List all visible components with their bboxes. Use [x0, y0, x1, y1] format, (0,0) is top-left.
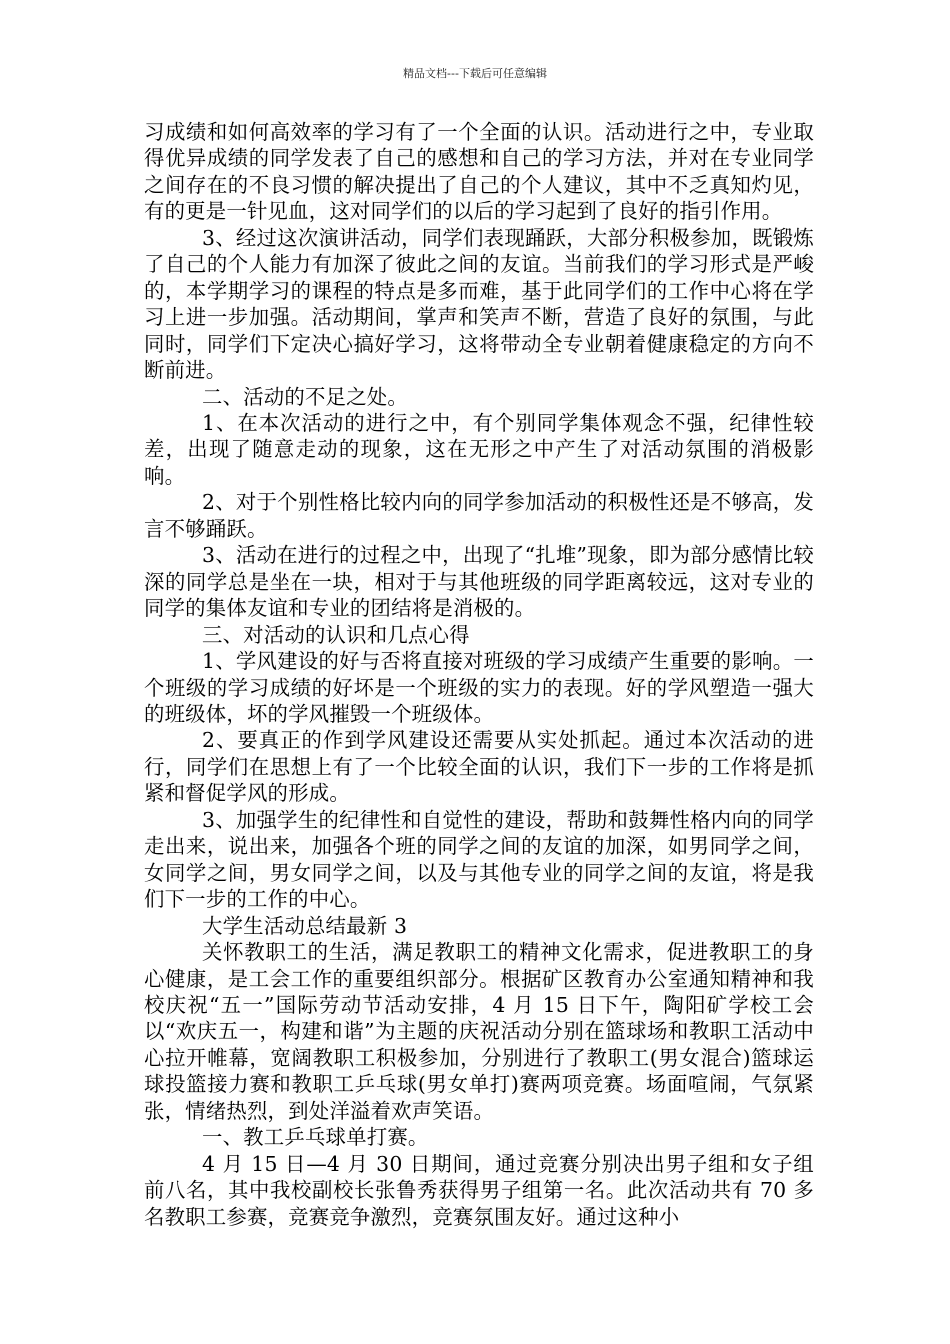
section-heading: 三、对活动的认识和几点心得 — [202, 622, 470, 647]
article-title: 大学生活动总结最新 3 — [202, 913, 408, 938]
paragraph: 4 月 15 日—4 月 30 日期间，通过竞赛分别决出男子组和女子组前八名，其中我校副校长张鲁秀获得男子组第一名。此次活动共有 70 多名教职工参赛，竞赛竞争激烈，竞赛氛围友好。通过这种小 — [144, 1151, 814, 1229]
paragraph: 2、要真正的作到学风建设还需要从实处抓起。通过本次活动的进行，同学们在思想上有了一个比较全面的认识，我们下一步的工作将是抓紧和督促学风的形成。 — [144, 728, 814, 806]
paragraph: 1、学风建设的好与否将直接对班级的学习成绩产生重要的影响。一个班级的学习成绩的好坏是一个班级的实力的表现。好的学风塑造一强大的班级体，坏的学风摧毁一个班级体。 — [144, 649, 814, 726]
paragraph: 习成绩和如何高效率的学习有了一个全面的认识。活动进行之中，专业取得优异成绩的同学发表了自己的感想和自己的学习方法，并对在专业同学之间存在的不良习惯的解决提出了自己的个人建议，其中不乏真知灼见，有的更是一针见血，这对同学们的以后的学习起到了良好的指引作用。 — [144, 120, 814, 224]
section-heading: 一、教工乒乓球单打赛。 — [202, 1125, 429, 1150]
document-body — [144, 119, 814, 1230]
paragraph: 2、对于个别性格比较内向的同学参加活动的积极性还是不够高，发言不够踊跃。 — [144, 490, 814, 541]
paragraph: 关怀教职工的生活，满足教职工的精神文化需求，促进教职工的身心健康，是工会工作的重要组织部分。根据矿区教育办公室通知精神和我校庆祝“五一”国际劳动节活动安排，4 月 15 日下午，陶阳矿学校工会以“欢庆五一，构建和谐”为主题的庆祝活动分别在篮球场和教职工活动中心拉开帷幕，宽阔教职工积极参加，分别进行了教职工(男女混合)篮球运球投篮接力赛和教职工乒乓球(男女单打)赛两项竞赛。场面喧闹，气氛紧张，情绪热烈，到处洋溢着欢声笑语。 — [144, 940, 814, 1123]
paragraph: 3、活动在进行的过程之中，出现了“扎堆”现象，即为部分感情比较深的同学总是坐在一块，相对于与其他班级的同学距离较远，这对专业的同学的集体友谊和专业的团结将是消极的。 — [144, 543, 814, 621]
page-header: 精品文档---下载后可任意编辑 — [403, 67, 547, 80]
section-heading: 二、活动的不足之处。 — [202, 384, 408, 409]
paragraph: 1、在本次活动的进行之中，有个别同学集体观念不强，纪律性较差，出现了随意走动的现象，这在无形之中产生了对活动氛围的消极影响。 — [144, 410, 814, 488]
paragraph: 3、经过这次演讲活动，同学们表现踊跃，大部分积极参加，既锻炼了自己的个人能力有加深了彼此之间的友谊。当前我们的学习形式是严峻的，本学期学习的课程的特点是多而难，基于此同学们的工作中心将在学习上进一步加强。活动期间，掌声和笑声不断，营造了良好的氛围，与此同时，同学们下定决心搞好学习，这将带动全专业朝着健康稳定的方向不断前进。 — [144, 225, 814, 383]
paragraph: 3、加强学生的纪律性和自觉性的建设，帮助和鼓舞性格内向的同学走出来，说出来，加强各个班的同学之间的友谊的加深，如男同学之间，女同学之间，男女同学之间，以及与其他专业的同学之间的友谊，将是我们下一步的工作的中心。 — [144, 807, 814, 912]
